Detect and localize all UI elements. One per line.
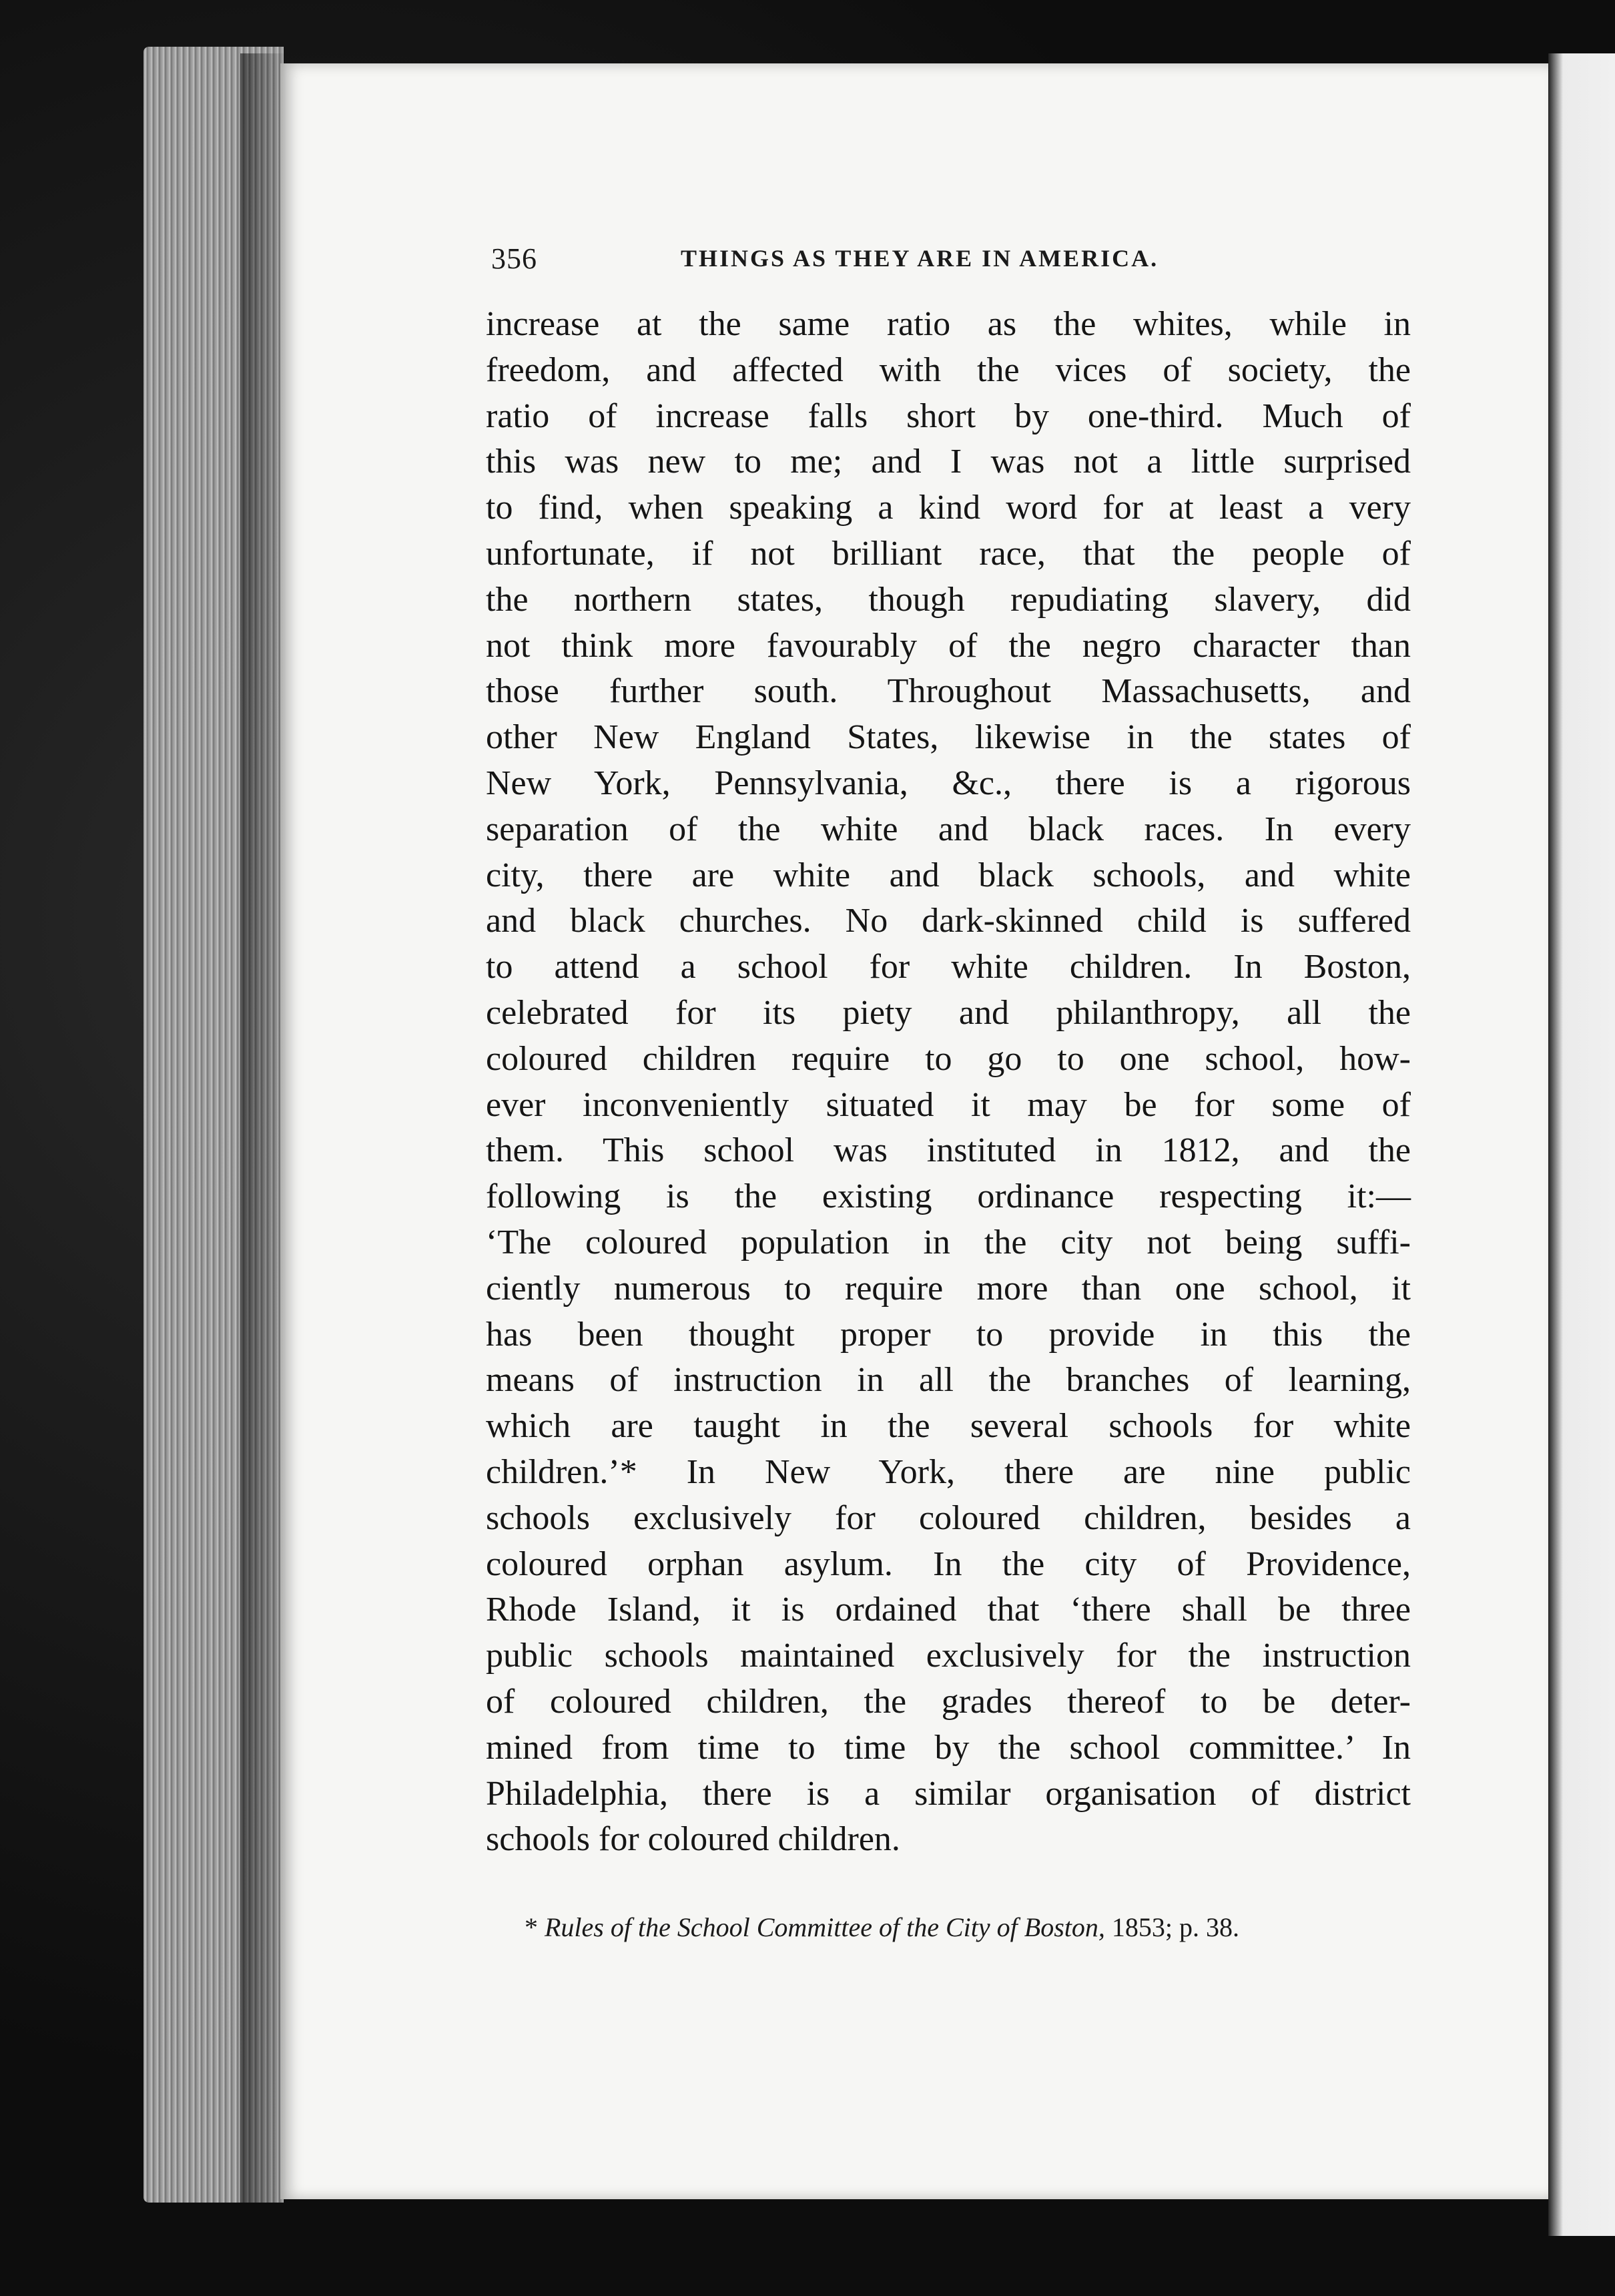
text-line: mined from time to time by the school committee.’ In [486, 1728, 1411, 1767]
text-line: means of instruction in all the branches of learning, [486, 1361, 1411, 1400]
text-line: coloured orphan asylum. In the city of Providence, [486, 1544, 1411, 1583]
text-line: the northern states, though repudiating slavery, did [486, 580, 1411, 619]
text-line: has been thought proper to provide in this the [486, 1315, 1411, 1354]
text-line: public schools maintained exclusively for the instruction [486, 1637, 1411, 1675]
text-line: those further south. Throughout Massachusetts, and [486, 672, 1411, 711]
text-line: not think more favourably of the negro character than [486, 626, 1411, 665]
text-line: Philadelphia, there is a similar organisation of district [486, 1774, 1411, 1813]
text-line: coloured children require to go to one school, how- [486, 1039, 1411, 1078]
adjacent-page-edge [1548, 53, 1615, 2236]
text-line: ratio of increase falls short by one-third. Much of [486, 396, 1411, 435]
footnote [525, 1912, 1392, 1943]
text-line: ‘The coloured population in the city not being suffi- [486, 1223, 1411, 1261]
footnote-citation: 1853; p. 38. [1111, 1912, 1240, 1942]
text-line: to find, when speaking a kind word for at least a very [486, 489, 1411, 527]
text-line: Rhode Island, it is ordained that ‘there shall be three [486, 1591, 1411, 1629]
text-line: ciently numerous to require more than one school, it [486, 1269, 1411, 1308]
text-line: separation of the white and black races. In every [486, 810, 1411, 848]
footnote-title: Rules of the School Committee of the City of Boston, [545, 1912, 1105, 1942]
text-line: which are taught in the several schools for white [486, 1407, 1411, 1446]
text-line: unfortunate, if not brilliant race, that the people of [486, 534, 1411, 573]
text-line: this was new to me; and I was not a little surprised [486, 443, 1411, 481]
text-line: city, there are white and black schools, and white [486, 856, 1411, 894]
text-line: celebrated for its piety and philanthropy, all the [486, 993, 1411, 1032]
running-head [491, 242, 1225, 282]
text-line: New York, Pennsylvania, &c., there is a rigorous [486, 764, 1411, 802]
body-text [486, 302, 1411, 1863]
text-line: following is the existing ordinance respecting it:— [486, 1177, 1411, 1216]
text-line: freedom, and affected with the vices of society, the [486, 350, 1411, 389]
footnote-marker: * [525, 1912, 538, 1942]
text-line: children.’* In New York, there are nine public [486, 1452, 1411, 1491]
text-line: schools for coloured children. [486, 1820, 900, 1859]
text-line: and black churches. No dark-skinned child is suffered [486, 902, 1411, 940]
text-line: of coloured children, the grades thereof to be deter- [486, 1682, 1411, 1721]
text-line: to attend a school for white children. In Boston, [486, 948, 1411, 986]
running-title: THINGS AS THEY ARE IN AMERICA. [681, 245, 1159, 272]
binding-shadow [240, 53, 287, 2203]
text-line: them. This school was instituted in 1812, and the [486, 1131, 1411, 1170]
page-number: 356 [491, 242, 537, 275]
text-line: ever inconveniently situated it may be for some of [486, 1085, 1411, 1124]
text-line: schools exclusively for coloured children, besides a [486, 1498, 1411, 1537]
text-line: increase at the same ratio as the whites, while in [486, 305, 1411, 343]
text-line: other New England States, likewise in the states of [486, 718, 1411, 757]
